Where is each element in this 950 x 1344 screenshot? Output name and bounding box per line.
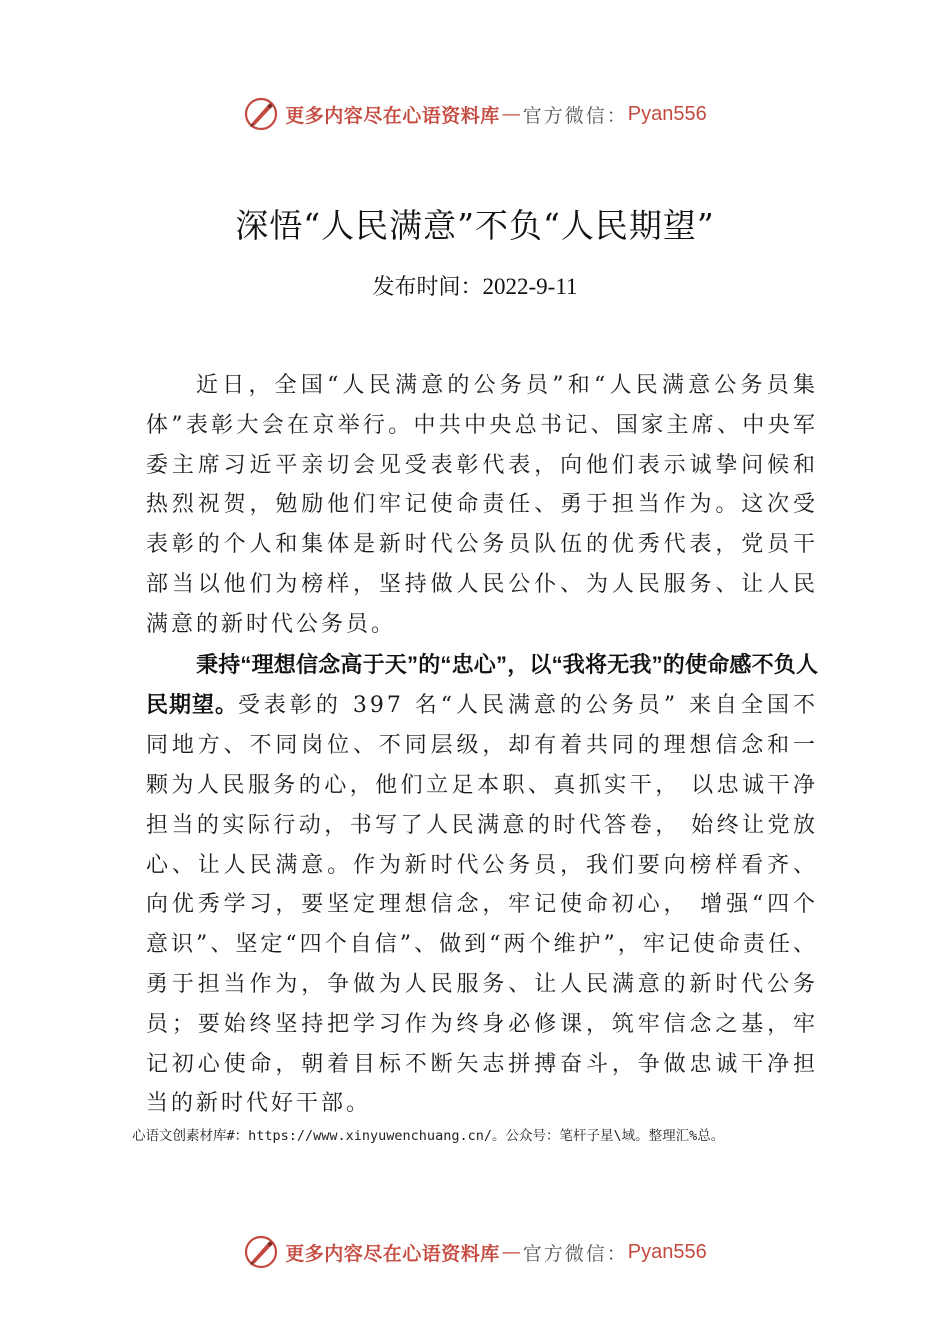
header-banner — [0, 94, 950, 134]
banner-dash: — — [501, 103, 521, 125]
banner-wechat-label: 官方微信： — [522, 1242, 628, 1265]
paragraph-2-lead: 秉持“理想信念高于天”的“忠心”，以“我将无我”的使命感不负人民期望。 — [146, 651, 818, 718]
article-body — [146, 366, 818, 1124]
paragraph-2 — [146, 645, 818, 1125]
banner-wechat-id: Pyan556 — [627, 1240, 707, 1263]
brush-pen-logo-icon — [243, 1234, 279, 1270]
source-footnote: 心语文创素材库#：https://www.xinyuwenchuang.cn/。公众号：笔杆子星\域。整理汇%总。 — [132, 1128, 725, 1144]
brush-pen-logo-icon — [243, 96, 279, 132]
banner-brand-text: 更多内容尽在心语资料库 — [285, 104, 500, 127]
banner-wechat-id: Pyan556 — [627, 102, 707, 125]
page-title: 深悟“人民满意”不负“人民期望” — [235, 206, 715, 245]
banner-wechat-label: 官方微信： — [522, 104, 628, 127]
banner-brand-text: 更多内容尽在心语资料库 — [285, 1242, 500, 1265]
publish-date-value: 2022-9-11 — [482, 274, 578, 299]
paragraph-1: 近日，全国“人民满意的公务员”和“人民满意公务员集体”表彰大会在京举行。中共中央总书记、国家主席、中央军委主席习近平亲切会见受表彰代表，向他们表示诚挚问候和热烈祝贺，勉励他们牢记使命责任、勇于担当作为。这次受表彰的个人和集体是新时代公务员队伍的优秀代表，党员干部当以他们为榜样，坚持做人民公仆、为人民服务、让人民满意的新时代公务员。 — [146, 373, 818, 637]
footer-banner — [0, 1232, 950, 1272]
publish-date-label: 发布时间： — [372, 275, 483, 300]
paragraph-2-body: 受表彰的 397 名“人民满意的公务员” 来自全国不同地方、不同岗位、不同层级，却有着共同的理想信念和一颗为人民服务的心，他们立足本职、真抓实干， 以忠诚干净担当的实际行动，书写了人民满意的时代答卷， 始终让党放心、让人民满意。作为新时代公务员，我们要向榜样看齐、向优秀学习，要坚定理想信念，牢记使命初心， 增强“四个意识”、坚定“四个自信”、做到“两个维护”，牢记使命责任、勇于担当作为，争做为人民服务、让人民满意的新时代公务员；要始终坚持把学习作为终身必修课，筑牢信念之基，牢记初心使命，朝着目标不断矢志拼搏奋斗，争做忠诚干净担当的新时代好干部。 — [146, 693, 818, 1117]
publish-date — [0, 270, 950, 301]
banner-dash: — — [501, 1241, 521, 1263]
